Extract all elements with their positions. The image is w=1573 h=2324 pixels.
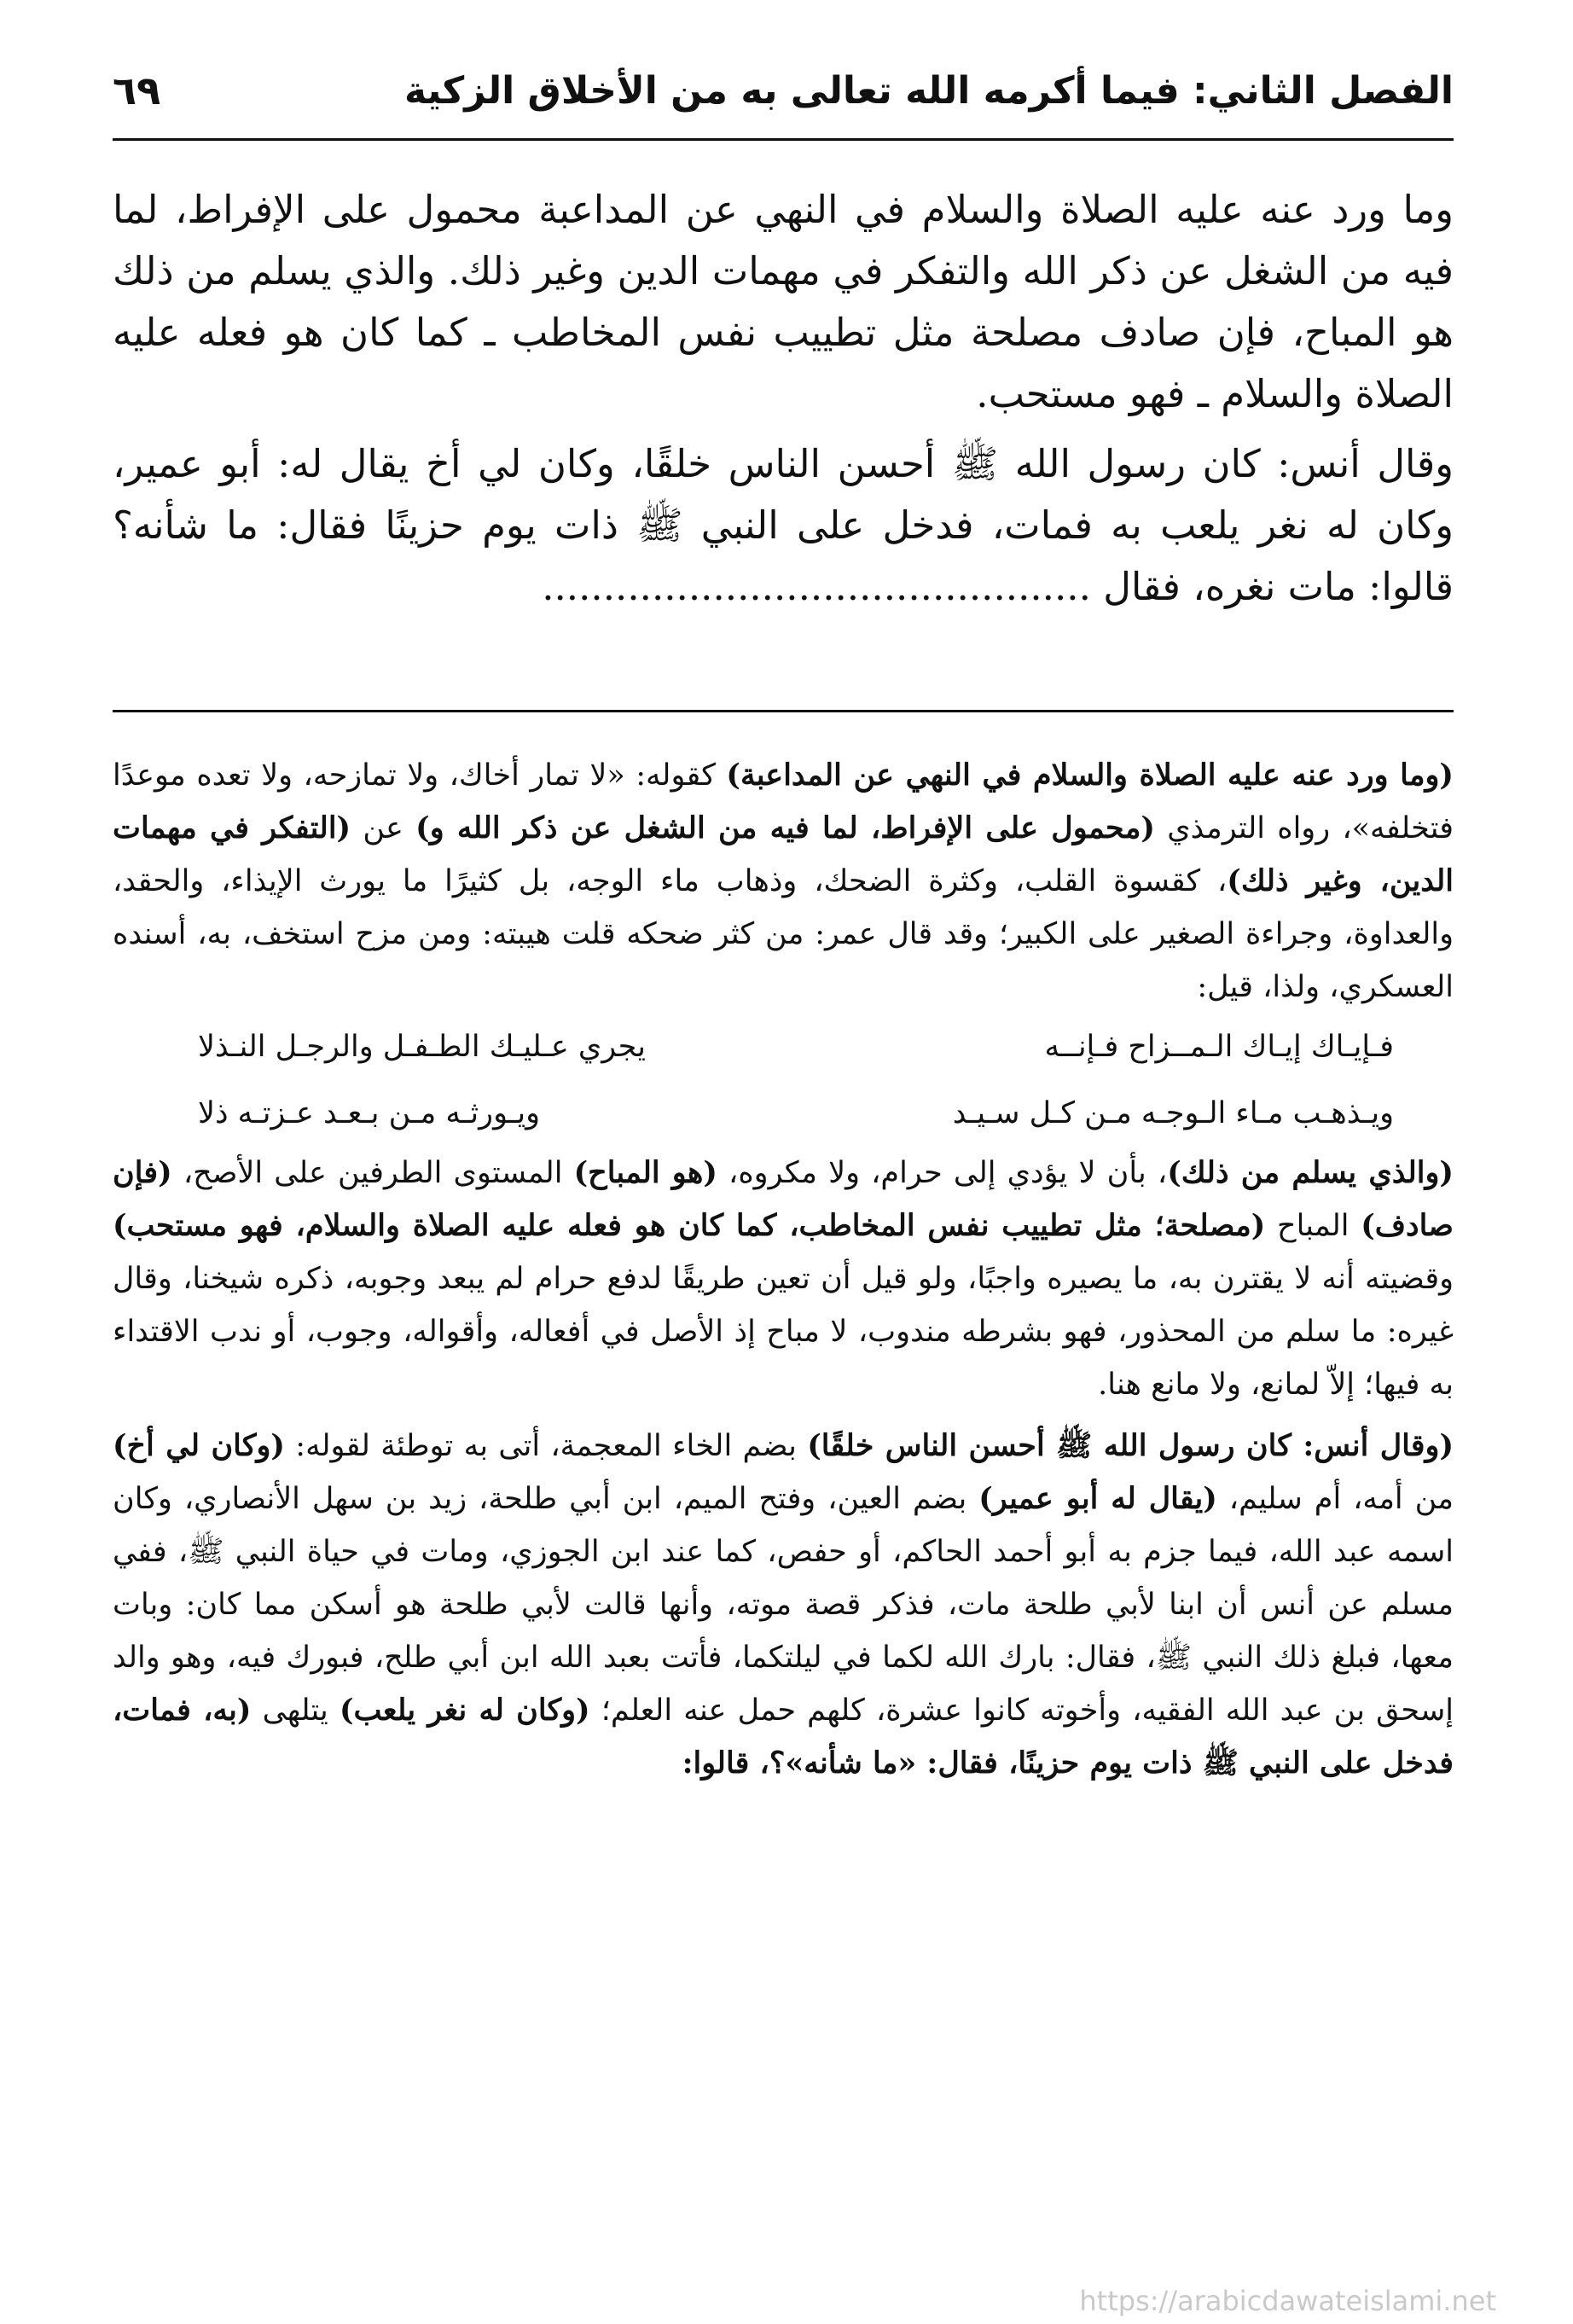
chapter-title: الفصل الثاني: فيما أكرمه الله تعالى به من الأخلاق الزكية bbox=[404, 68, 1454, 113]
commentary-paragraph-1 bbox=[113, 749, 1454, 1014]
poem-verse bbox=[198, 1014, 1394, 1080]
poem bbox=[113, 1014, 1454, 1147]
commentary-paragraph-2 bbox=[113, 1147, 1454, 1411]
commentary-text-run: ، كقسوة القلب، وكثرة الضحك، وذهاب ماء الوجه، بل كثيرًا ما يورث الإيذاء، والحقد، والعداوة، وجراءة الصغير على الكبير؛ وقد قال عمر: من كثر ضحكه قلت هيبته: ومن مزح استخف، به، أسنده العسكري، ولذا، قيل: bbox=[113, 864, 1454, 1004]
commentary-text-run: عن bbox=[351, 811, 416, 845]
verse-first-hemistich: فـإيـاك إيـاك الـمــزاح فـإنــه bbox=[1044, 1030, 1394, 1064]
quoted-text-run: (هو المباح) bbox=[573, 1155, 717, 1190]
main-paragraph-2 bbox=[113, 433, 1454, 618]
verse-second-hemistich: يجري عـليـك الطـفـل والرجـل النـذلا bbox=[198, 1030, 646, 1064]
quoted-text-run: (فإن صادف) bbox=[113, 1155, 1454, 1243]
commentary-paragraph-3 bbox=[113, 1420, 1454, 1790]
page-number: ٦٩ bbox=[113, 67, 161, 113]
main-text bbox=[113, 179, 1454, 618]
main-paragraph-1: وما ورد عنه عليه الصلاة والسلام في النهي عن المداعبة محمول على الإفراط، لما فيه من الشغل عن ذكر الله والتفكر في مهمات الدين وغير ذلك. والذي يسلم من ذلك هو المباح، فإن صادف مصلحة مثل تطييب نفس المخاطب ـ كما كان هو فعله عليه الصلاة والسلام ـ فهو مستحب. bbox=[113, 187, 1454, 416]
commentary-text-run: بضم العين، وفتح الميم، ابن أبي طلحة، زيد بن سهل الأنصاري، وكان اسمه عبد الله، فيما جزم به أبو أحمد الحاكم، أو حفص، كما عند ابن الجوزي، ومات في حياة النبي ﷺ، ففي مسلم عن أنس أن ابنا لأبي طلحة مات، فذكر قصة موته، وأنها قالت لأبي طلحة هو أسكن مما كان: وبات معها، فبلغ ذلك النبي ﷺ، فقال: بارك الله لكما في ليلتكما، فأتت بعبد الله ابن أبي طلح، فبورك فيه، وهو والد إسحق بن عبد الله الفقيه، وأخوته كانوا عشرة، كلهم حمل عنه العلم؛ bbox=[113, 1482, 1454, 1728]
quoted-text-run: (وكان لي أخ) bbox=[113, 1428, 285, 1463]
poem-verse bbox=[198, 1080, 1394, 1147]
quoted-text-run: (التفكر في مهمات الدين، وغير ذلك) bbox=[113, 810, 1454, 898]
commentary-text-run: ، بأن لا يؤدي إلى حرام، ولا مكروه، bbox=[717, 1156, 1168, 1190]
commentary-text-run: يتلهى bbox=[251, 1694, 340, 1728]
quoted-text-run: (مصلحة؛ مثل تطييب نفس المخاطب، كما كان هو فعله عليه الصلاة والسلام، فهو مستحب) bbox=[113, 1208, 1266, 1243]
quoted-text-run: (يقال له أبو عمير) bbox=[978, 1481, 1217, 1516]
verse-second-hemistich: ويـورثـه مـن بـعـد عـزتـه ذلا bbox=[198, 1096, 541, 1130]
quoted-text-run: (والذي يسلم من ذلك) bbox=[1167, 1155, 1454, 1190]
commentary-text-run: من أمه، أم سليم، bbox=[1216, 1482, 1454, 1516]
running-header bbox=[113, 60, 1454, 121]
commentary-text-run: المباح bbox=[1265, 1209, 1361, 1243]
quoted-text-run: (وقال أنس: كان رسول الله ﷺ أحسن الناس خلقًا) bbox=[807, 1428, 1454, 1463]
ellipsis-dots: ............................................. bbox=[542, 564, 1091, 609]
quoted-text-run: (وما ورد عنه عليه الصلاة والسلام في النهي عن المداعبة) bbox=[726, 758, 1454, 793]
verse-first-hemistich: ويـذهـب مـاء الـوجـه مـن كـل سـيـد bbox=[952, 1096, 1394, 1130]
text-separator-rule bbox=[113, 710, 1454, 712]
commentary-text-run: بضم الخاء المعجمة، أتى به توطئة لقوله: bbox=[284, 1429, 808, 1463]
quoted-text-run: (وكان له نغر يلعب) bbox=[339, 1693, 590, 1728]
quoted-text-run: (محمول على الإفراط، لما فيه من الشغل عن ذكر الله و) bbox=[415, 810, 1155, 845]
commentary-text-run: وقضيته أنه لا يقترن به، ما يصيره واجبًا، ولو قيل أن تعين طريقًا لدفع حرام لم يبعد وجوبه، ذكره شيخنا، وقال غيره: ما سلم من المحذور، فهو بشرطه مندوب، لا مباح إذ الأصل في أفعاله، وأقواله، وجوب، أو ندب الاقتداء به فيها؛ إلاّ لمانع، ولا مانع هنا. bbox=[113, 1262, 1454, 1402]
commentary-text-run: المستوى الطرفين على الأصح، bbox=[171, 1156, 574, 1190]
commentary-text bbox=[113, 749, 1454, 1790]
quoted-text-run: (به، فمات، فدخل على النبي ﷺ ذات يوم حزينًا، فقال: «ما شأنه»؟، قالوا: bbox=[113, 1693, 1454, 1781]
header-rule bbox=[113, 138, 1454, 141]
commentary-text-run: كقوله: «لا تمار أخاك، ولا تمازحه، ولا تعده موعدًا فتخلفه»، رواه الترمذي bbox=[113, 758, 1454, 845]
main-paragraph-2-text: وقال أنس: كان رسول الله ﷺ أحسن الناس خلقًا، وكان لي أخ يقال له: أبو عمير، وكان له نغر يلعب به فمات، فدخل على النبي ﷺ ذات يوم حزينًا فقال: ما شأنه؟ قالوا: مات نغره، فقال bbox=[113, 441, 1454, 609]
watermark-url: https://arabicdawateislami.net bbox=[1079, 2285, 1496, 2317]
